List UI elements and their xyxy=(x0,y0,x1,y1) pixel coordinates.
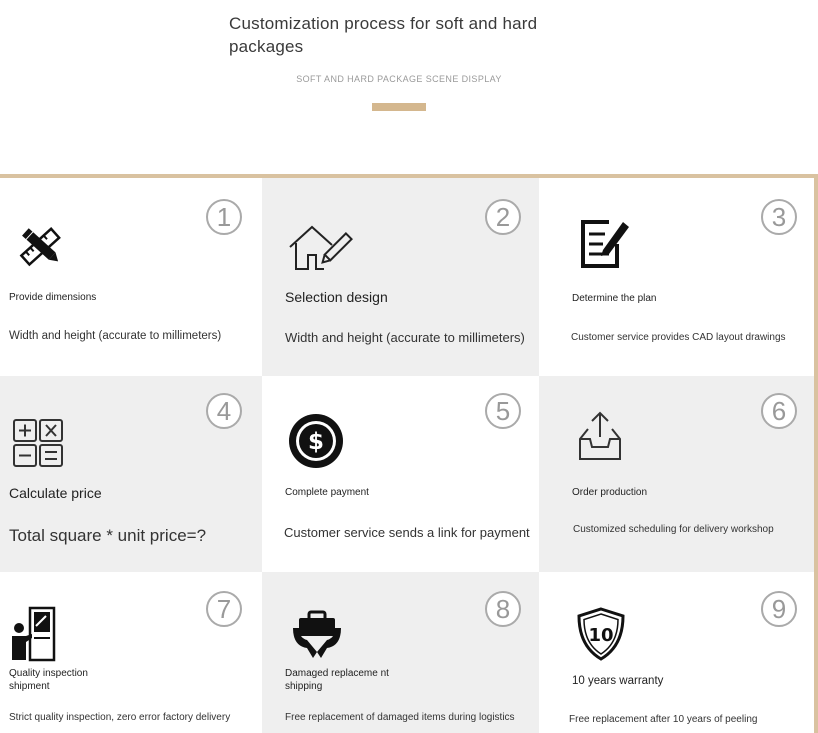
step-label-1: Provide dimensions xyxy=(9,292,97,303)
step-desc-6: Customized scheduling for delivery workshop xyxy=(573,524,774,535)
step-card-5 xyxy=(262,376,539,572)
step-desc-9: Free replacement after 10 years of peeling xyxy=(569,714,758,725)
step-card-8 xyxy=(262,572,539,733)
step-desc-4: Total square * unit price=? xyxy=(9,526,207,545)
step-number-8: 8 xyxy=(485,591,521,627)
step-number-9: 9 xyxy=(761,591,797,627)
calculator-icon xyxy=(12,418,66,470)
step-label-8: Damaged replaceme nt shipping xyxy=(285,668,389,692)
step-label-4: Calculate price xyxy=(9,485,102,501)
step-label-5: Complete payment xyxy=(285,487,369,498)
inbox-upload-icon xyxy=(572,409,628,463)
step-label-2: Selection design xyxy=(285,289,388,305)
step-label-7: Quality inspection shipment xyxy=(9,668,88,692)
shield-10-icon xyxy=(575,606,627,662)
header xyxy=(0,0,818,175)
step-number-7: 7 xyxy=(206,591,242,627)
step-desc-3: Customer service provides CAD layout drawings xyxy=(571,332,786,343)
step-desc-8: Free replacement of damaged items during logistics xyxy=(285,712,515,723)
step-card-6 xyxy=(539,376,814,572)
step-card-4 xyxy=(0,376,262,572)
package-hands-icon xyxy=(291,610,343,662)
step-number-3: 3 xyxy=(761,199,797,235)
step-desc-7: Strict quality inspection, zero error factory delivery xyxy=(9,712,231,723)
svg-text:$: $ xyxy=(307,429,325,455)
document-edit-icon xyxy=(579,216,631,270)
step-card-3 xyxy=(539,178,814,376)
step-card-1 xyxy=(0,178,262,376)
step-desc-5: Customer service sends a link for payment xyxy=(284,525,530,540)
step-number-5: 5 xyxy=(485,393,521,429)
house-pen-icon xyxy=(286,221,356,273)
step-number-6: 6 xyxy=(761,393,797,429)
dollar-coin-icon xyxy=(288,413,344,469)
step-label-3: Determine the plan xyxy=(572,293,657,304)
pencil-ruler-icon xyxy=(14,220,68,272)
step-number-2: 2 xyxy=(485,199,521,235)
step-card-2 xyxy=(262,178,539,376)
page-subtitle: SOFT AND HARD PACKAGE SCENE DISPLAY xyxy=(296,74,502,84)
inspector-door-icon xyxy=(8,606,58,662)
step-label-9: 10 years warranty xyxy=(572,675,664,687)
step-desc-2: Width and height (accurate to millimeters) xyxy=(285,330,525,345)
step-card-7 xyxy=(0,572,262,733)
step-desc-1: Width and height (accurate to millimeters) xyxy=(9,330,222,342)
title-underline xyxy=(372,103,426,111)
page-title: Customization process for soft and hard packages xyxy=(229,14,538,56)
step-number-4: 4 xyxy=(206,393,242,429)
svg-text:10: 10 xyxy=(588,625,614,646)
step-number-1: 1 xyxy=(206,199,242,235)
step-label-6: Order production xyxy=(572,487,648,498)
step-card-9 xyxy=(539,572,814,733)
process-grid xyxy=(0,178,814,733)
